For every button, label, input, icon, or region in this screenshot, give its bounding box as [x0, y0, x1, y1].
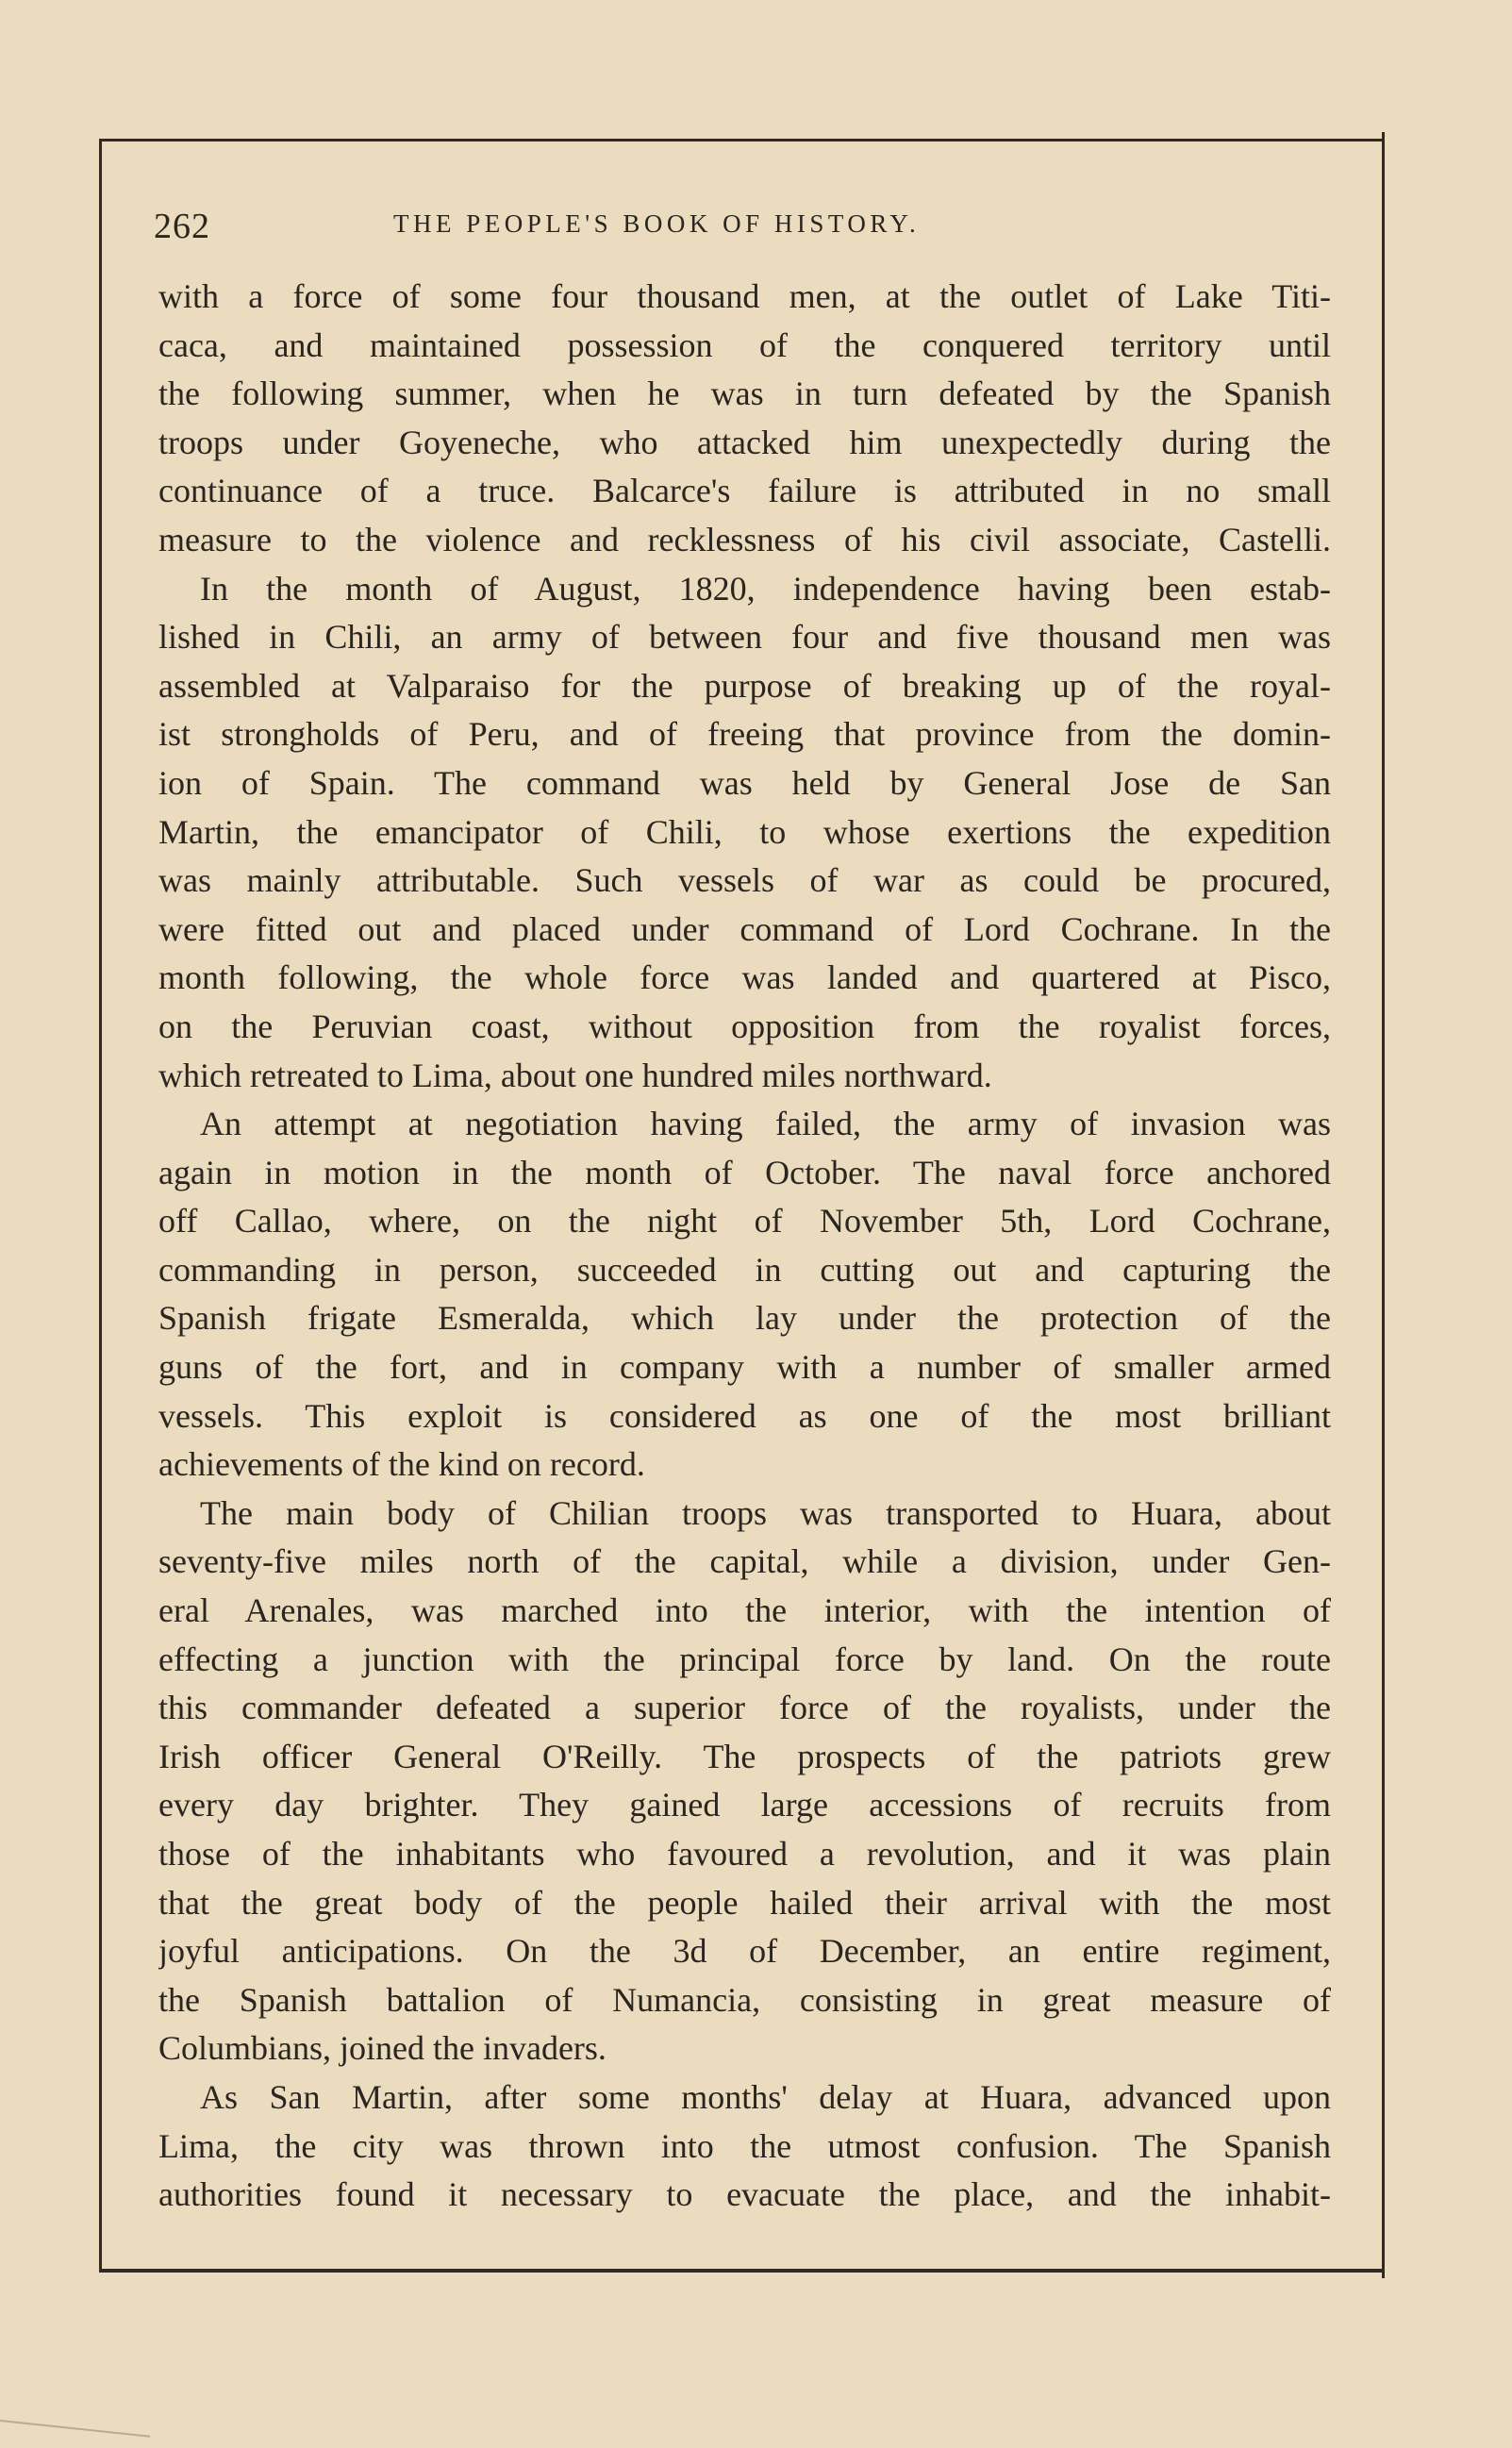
text-line: were fitted out and placed under command of Lord Cochrane. In the: [158, 909, 1331, 948]
text-line: assembled at Valparaiso for the purpose of breaking up of the royal-: [158, 666, 1331, 705]
text-line: commanding in person, succeeded in cutting out and capturing the: [158, 1250, 1331, 1289]
paragraph-start-line: As San Martin, after some months' delay at Huara, advanced upon: [200, 2077, 1331, 2116]
text-line: month following, the whole force was landed and quartered at Pisco,: [158, 958, 1331, 997]
text-line: again in motion in the month of October. The naval force anchored: [158, 1153, 1331, 1191]
text-line: those of the inhabitants who favoured a revolution, and it was plain: [158, 1835, 1331, 1873]
text-line: effecting a junction with the principal force by land. On the route: [158, 1640, 1331, 1678]
page-header: [154, 202, 1333, 258]
text-line: every day brighter. They gained large accessions of recruits from: [158, 1786, 1331, 1824]
text-line: was mainly attributable. Such vessels of war as could be procured,: [158, 861, 1331, 900]
text-line: joyful anticipations. On the 3d of December, an entire regiment,: [158, 1932, 1331, 1971]
text-line: measure to the violence and recklessness of his civil associate, Castelli.: [158, 520, 1331, 558]
page-edge-mark: [0, 2420, 150, 2438]
text-line: on the Peruvian coast, without opposition from the royalist forces,: [158, 1007, 1331, 1045]
text-line: Martin, the emancipator of Chili, to whose exertions the expedition: [158, 812, 1331, 851]
paragraph-end-line: which retreated to Lima, about one hundred miles northward.: [158, 1056, 992, 1094]
text-line: Spanish frigate Esmeralda, which lay under the protection of the: [158, 1299, 1331, 1338]
text-line: Lima, the city was thrown into the utmost confusion. The Spanish: [158, 2126, 1331, 2165]
text-line: caca, and maintained possession of the conquered territory until: [158, 325, 1331, 364]
text-line: seventy-five miles north of the capital, while a division, under Gen-: [158, 1542, 1331, 1581]
text-line: lished in Chili, an army of between four and five thousand men was: [158, 618, 1331, 657]
paragraph-start-line: An attempt at negotiation having failed, the army of invasion was: [200, 1105, 1331, 1143]
text-line: that the great body of the people hailed their arrival with the most: [158, 1883, 1331, 1922]
text-line: troops under Goyeneche, who attacked him unexpectedly during the: [158, 423, 1331, 461]
paragraph-start-line: In the month of August, 1820, independence having been estab-: [200, 569, 1331, 608]
text-line: Irish officer General O'Reilly. The prospects of the patriots grew: [158, 1737, 1331, 1775]
page-number: 262: [154, 207, 210, 246]
body-text: [158, 273, 1331, 2220]
paragraph-start-line: The main body of Chilian troops was transported to Huara, about: [200, 1493, 1331, 1532]
text-line: off Callao, where, on the night of November 5th, Lord Cochrane,: [158, 1202, 1331, 1241]
text-line: the Spanish battalion of Numancia, consisting in great measure of: [158, 1980, 1331, 2019]
text-line: eral Arenales, was marched into the interior, with the intention of: [158, 1591, 1331, 1630]
text-line: continuance of a truce. Balcarce's failure is attributed in no small: [158, 472, 1331, 510]
running-head: THE PEOPLE'S BOOK OF HISTORY.: [393, 209, 921, 238]
text-line: vessels. This exploit is considered as one of the most brilliant: [158, 1396, 1331, 1435]
text-line: this commander defeated a superior force of the royalists, under the: [158, 1689, 1331, 1727]
text-line: ion of Spain. The command was held by General Jose de San: [158, 763, 1331, 802]
text-line: guns of the fort, and in company with a number of smaller armed: [158, 1348, 1331, 1387]
text-line: with a force of some four thousand men, at the outlet of Lake Titi-: [158, 277, 1331, 315]
paragraph-end-line: achievements of the kind on record.: [158, 1445, 645, 1484]
text-line: ist strongholds of Peru, and of freeing that province from the domin-: [158, 715, 1331, 754]
text-line: the following summer, when he was in turn defeated by the Spanish: [158, 375, 1331, 413]
text-line: authorities found it necessary to evacuate the place, and the inhabit-: [158, 2175, 1331, 2214]
paragraph-end-line: Columbians, joined the invaders.: [158, 2029, 606, 2068]
